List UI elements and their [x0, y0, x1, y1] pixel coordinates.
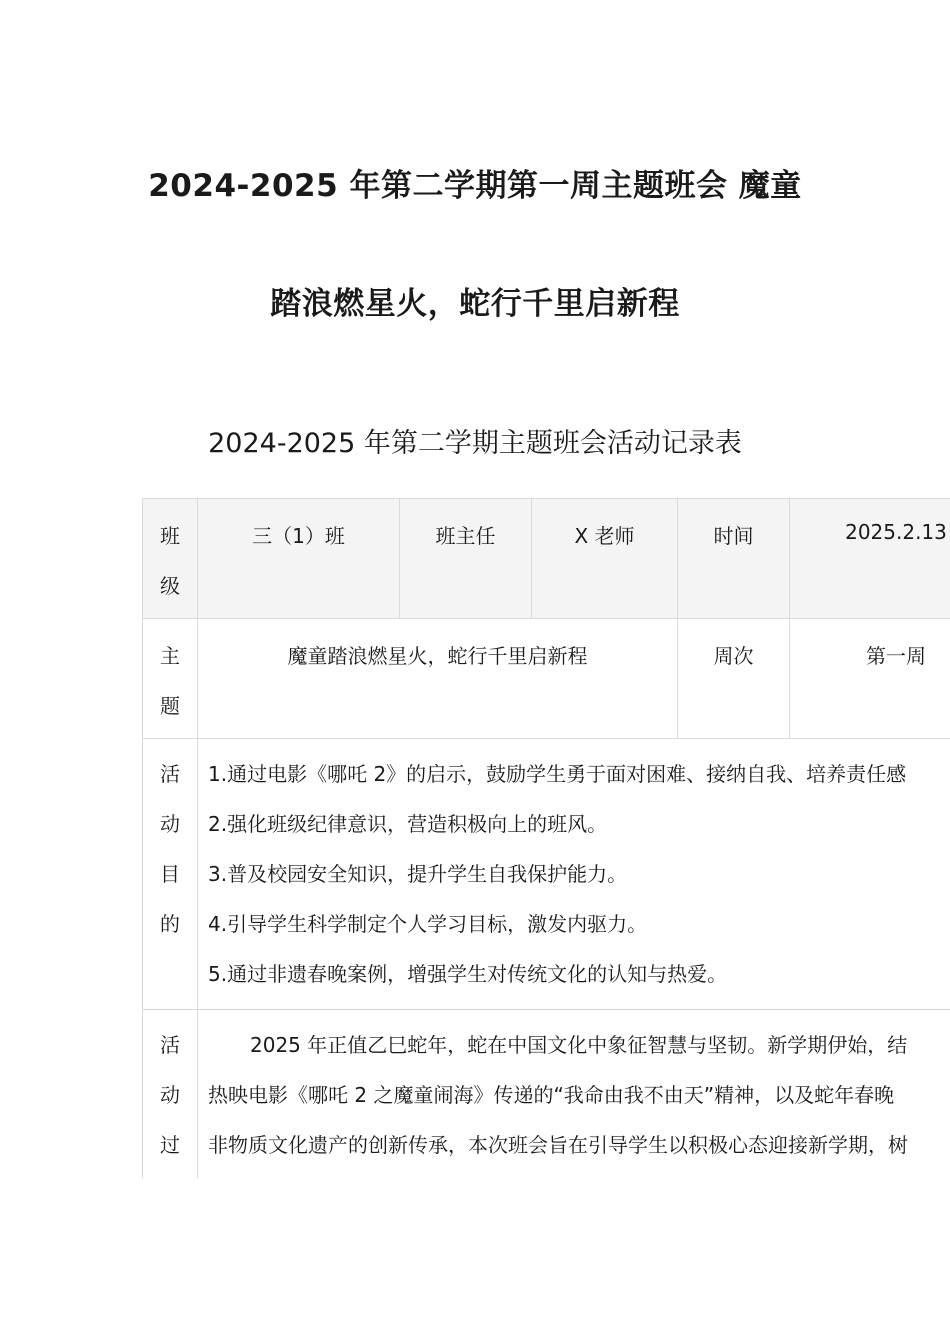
goal-label-char: 活	[160, 762, 180, 786]
theme-value: 魔童踏浪燃星火，蛇行千里启新程	[198, 619, 678, 739]
process-label-char: 动	[160, 1083, 180, 1107]
table-row-process	[143, 1010, 950, 1179]
goal-label	[143, 739, 198, 1010]
week-value: 第一周	[790, 619, 950, 739]
goal-item: 3.普及校园安全知识，提升学生自我保护能力。	[208, 862, 628, 886]
goal-label-char: 的	[160, 912, 180, 936]
table-row-class	[143, 499, 950, 619]
process-label-char: 过	[160, 1133, 180, 1157]
theme-label-char: 题	[160, 694, 180, 718]
process-line: 非物质文化遗产的创新传承，本次班会旨在引导学生以积极心态迎接新学期，树	[208, 1133, 908, 1157]
class-value: 三（1）班	[198, 499, 400, 619]
goal-list	[198, 739, 950, 1010]
theme-label	[143, 619, 198, 739]
process-text	[198, 1010, 950, 1179]
goal-label-char: 目	[160, 862, 180, 886]
record-table-viewport	[142, 498, 950, 1178]
goal-item: 1.通过电影《哪吒 2》的启示，鼓励学生勇于面对困难、接纳自我、培养责任感	[208, 762, 907, 786]
class-label	[143, 499, 198, 619]
record-table	[142, 498, 950, 1178]
week-label: 周次	[678, 619, 790, 739]
document-title-line-1: 2024-2025 年第二学期第一周主题班会 魔童	[148, 168, 802, 204]
document-title-line-2: 踏浪燃星火，蛇行千里启新程	[270, 286, 680, 322]
goal-item: 5.通过非遗春晚案例，增强学生对传统文化的认知与热爱。	[208, 962, 728, 986]
process-line: 热映电影《哪吒 2 之魔童闹海》传递的“我命由我不由天”精神，以及蛇年春晚	[208, 1083, 895, 1107]
class-label-char: 级	[160, 574, 180, 598]
process-label	[143, 1010, 198, 1179]
class-label-char: 班	[160, 524, 180, 548]
process-label-char: 活	[160, 1033, 180, 1057]
teacher-value: X 老师	[532, 499, 678, 619]
time-label: 时间	[678, 499, 790, 619]
time-value: 2025.2.13	[790, 499, 950, 619]
process-line: 2025 年正值乙巳蛇年，蛇在中国文化中象征智慧与坚韧。新学期伊始，结	[250, 1033, 908, 1057]
goal-item: 4.引导学生科学制定个人学习目标，激发内驱力。	[208, 912, 648, 936]
goal-item: 2.强化班级纪律意识，营造积极向上的班风。	[208, 812, 608, 836]
theme-label-char: 主	[160, 644, 180, 668]
table-row-goals	[143, 739, 950, 1010]
goal-label-char: 动	[160, 812, 180, 836]
teacher-label: 班主任	[400, 499, 532, 619]
table-row-theme	[143, 619, 950, 739]
table-subtitle: 2024-2025 年第二学期主题班会活动记录表	[208, 428, 742, 459]
